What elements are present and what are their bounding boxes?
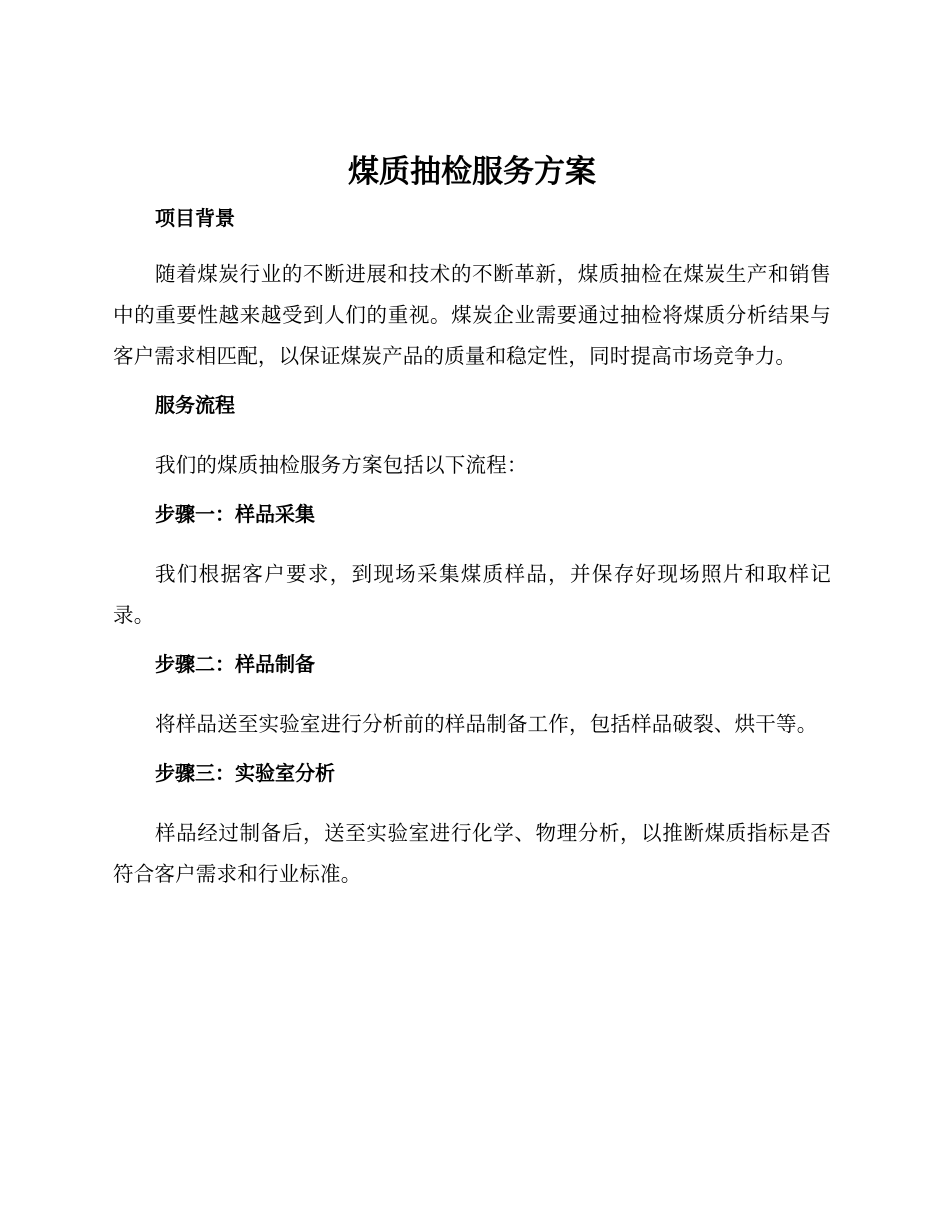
document-body bbox=[113, 150, 831, 909]
section-heading-process: 服务流程 bbox=[155, 393, 235, 417]
section-heading-step3: 步骤三：实验室分析 bbox=[155, 761, 335, 785]
section-heading-step1: 步骤一：样品采集 bbox=[155, 502, 315, 526]
section-heading-background: 项目背景 bbox=[155, 206, 235, 230]
section-heading-step2: 步骤二：样品制备 bbox=[155, 652, 315, 676]
paragraph-background: 随着煤炭行业的不断进展和技术的不断革新，煤质抽检在煤炭生产和销售中的重要性越来越受到人们的重视。煤炭企业需要通过抽检将煤质分析结果与客户需求相匹配，以保证煤炭产品的质量和稳定性，同时提高市场竞争力。 bbox=[113, 262, 831, 368]
paragraph-step2: 将样品送至实验室进行分析前的样品制备工作，包括样品破裂、烘干等。 bbox=[155, 712, 818, 736]
paragraph-process-intro: 我们的煤质抽检服务方案包括以下流程： bbox=[155, 453, 528, 477]
paragraph-step1: 我们根据客户要求，到现场采集煤质样品，并保存好现场照片和取样记录。 bbox=[113, 562, 831, 627]
paragraph-step3: 样品经过制备后，送至实验室进行化学、物理分析，以推断煤质指标是否符合客户需求和行业标准。 bbox=[113, 821, 831, 886]
document-title: 煤质抽检服务方案 bbox=[348, 154, 596, 190]
